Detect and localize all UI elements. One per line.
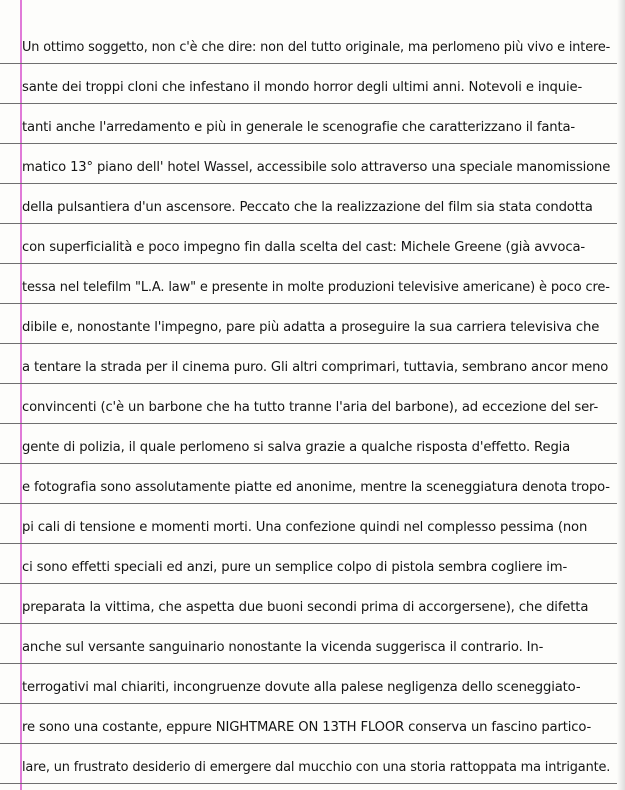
text-line-8: dibile e, nonostante l'impegno, pare più adatta a proseguire la sua carriera televisiva che <box>22 320 600 335</box>
text-line-13: pi cali di tensione e momenti morti. Una confezione quindi nel complesso pessima (non <box>22 520 588 535</box>
text-line-2: sante dei troppi cloni che infestano il mondo horror degli ultimi anni. Notevoli e inquie- <box>22 80 583 95</box>
page-edge-shadow <box>617 0 625 790</box>
text-line-5: della pulsantiera d'un ascensore. Peccato che la realizzazione del film sia stata condotta <box>22 200 593 215</box>
text-line-4: matico 13° piano dell' hotel Wassel, accessibile solo attraverso una speciale manomissione <box>22 160 611 175</box>
text-line-12: e fotografia sono assolutamente piatte ed anonime, mentre la sceneggiatura denota tropo- <box>22 480 610 495</box>
text-line-14: ci sono effetti speciali ed anzi, pure un semplice colpo di pistola sembra cogliere im- <box>22 560 568 575</box>
text-line-1: Un ottimo soggetto, non c'è che dire: non del tutto originale, ma perlomeno più vivo e intere- <box>22 40 611 55</box>
text-line-18: re sono una costante, eppure NIGHTMARE ON 13TH FLOOR conserva un fascino partico- <box>22 720 592 735</box>
text-line-3: tanti anche l'arredamento e più in generale le scenografie che caratterizzano il fanta- <box>22 120 576 135</box>
text-line-11: gente di polizia, il quale perlomeno si salva grazie a qualche risposta d'effetto. Regia <box>22 440 571 455</box>
text-line-7: tessa nel telefilm "L.A. law" e presente in molte produzioni televisive americane) è poco cre- <box>22 280 610 295</box>
text-line-15: preparata la vittima, che aspetta due buoni secondi prima di accorgersene), che difetta <box>22 600 589 615</box>
text-line-19: lare, un frustrato desiderio di emergere dal mucchio con una storia rattoppata ma intrigante. <box>22 760 611 775</box>
text-line-17: terrogativi mal chiariti, incongruenze dovute alla palese negligenza dello sceneggiato- <box>22 680 581 695</box>
text-line-10: convincenti (c'è un barbone che ha tutto tranne l'aria del barbone), ad eccezione del ser- <box>22 400 599 415</box>
text-line-16: anche sul versante sanguinario nonostante la vicenda suggerisca il contrario. In- <box>22 640 544 655</box>
text-line-9: a tentare la strada per il cinema puro. Gli altri comprimari, tuttavia, sembrano ancor meno <box>22 360 609 375</box>
text-line-6: con superficialità e poco impegno fin dalla scelta del cast: Michele Greene (già avvoca- <box>22 240 585 255</box>
